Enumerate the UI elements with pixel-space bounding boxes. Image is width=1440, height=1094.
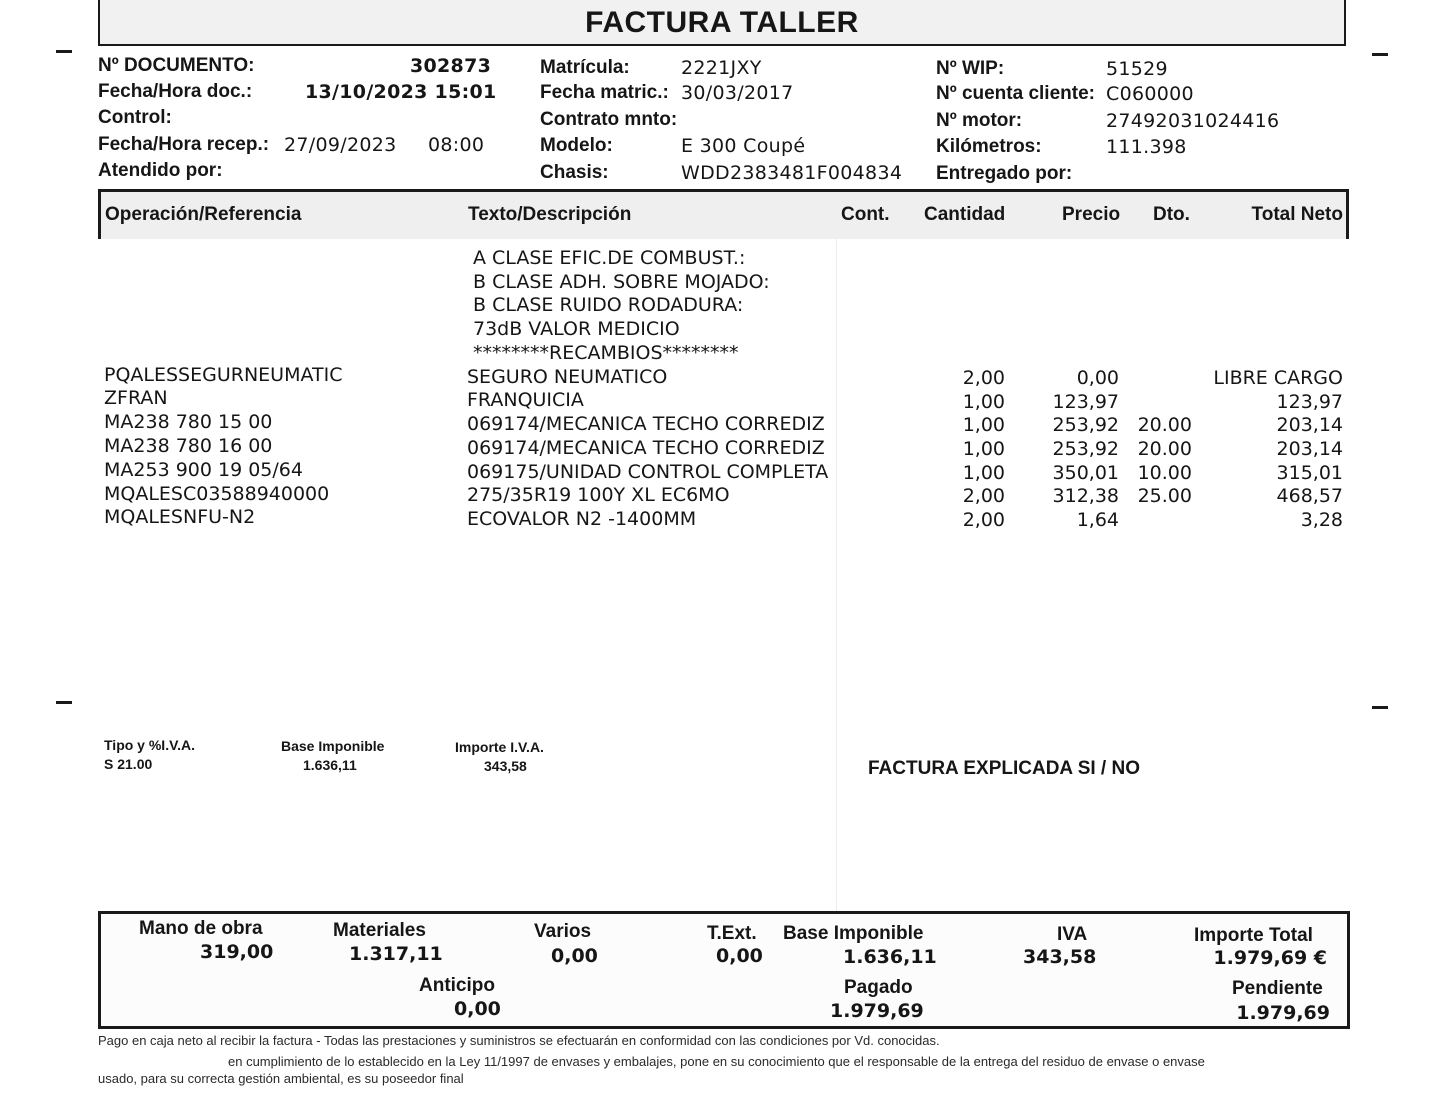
plate-value: 2221JXY — [681, 57, 762, 79]
taxable-base-value: 1.636,11 — [843, 946, 937, 968]
row-quantity: 1,00 — [962, 391, 1005, 413]
row-total: 123,97 — [1276, 391, 1343, 413]
row-total: LIBRE CARGO — [1213, 367, 1343, 389]
vat-type-label: Tipo y %I.V.A. — [104, 737, 196, 753]
plate-label: Matrícula: — [540, 57, 630, 78]
margin-tick — [56, 701, 72, 704]
reception-time-value: 08:00 — [428, 134, 485, 156]
chassis-value: WDD2383481F004834 — [681, 162, 903, 184]
engine-number-label: Nº motor: — [936, 110, 1023, 131]
row-total: 203,14 — [1276, 414, 1343, 436]
misc-label: Varios — [534, 921, 592, 942]
vat-base-value: 1.636,11 — [303, 757, 357, 773]
row-discount: 20.00 — [1137, 438, 1192, 460]
row-quantity: 2,00 — [962, 367, 1005, 389]
col-operation: Operación/Referencia — [105, 204, 302, 225]
margin-tick — [1372, 53, 1388, 56]
row-reference: MA238 780 15 00 — [104, 411, 273, 433]
col-description: Texto/Descripción — [468, 204, 632, 225]
note-line: B CLASE RUIDO RODADURA: — [473, 294, 744, 316]
pending-label: Pendiente — [1232, 978, 1323, 999]
taxable-base-label: Base Imponible — [783, 923, 924, 944]
vat-amount-label: Importe I.V.A. — [455, 739, 544, 755]
materials-value: 1.317,11 — [349, 943, 443, 965]
row-price: 350,01 — [1052, 462, 1119, 484]
row-description: FRANQUICIA — [467, 389, 584, 411]
row-reference: MQALESC03588940000 — [104, 483, 330, 505]
row-description: SEGURO NEUMATICO — [467, 366, 668, 388]
title-bar — [98, 0, 1346, 46]
col-cont: Cont. — [841, 204, 890, 225]
paid-value: 1.979,69 — [830, 1000, 924, 1022]
misc-value: 0,00 — [551, 945, 598, 967]
row-discount: 20.00 — [1137, 414, 1192, 436]
margin-tick — [56, 50, 72, 53]
model-value: E 300 Coupé — [681, 135, 806, 157]
pending-value: 1.979,69 — [1236, 1002, 1330, 1024]
model-label: Modelo: — [540, 135, 613, 156]
row-discount: 25.00 — [1137, 485, 1192, 507]
labour-value: 319,00 — [200, 941, 274, 963]
footer-packaging-owner: usado, para su correcta gestión ambiental, es su poseedor final — [98, 1071, 464, 1086]
grand-total-label: Importe Total — [1194, 925, 1313, 946]
doc-date-label: Fecha/Hora doc.: — [98, 81, 253, 102]
registration-date-value: 30/03/2017 — [681, 82, 794, 104]
footer-payment-terms: Pago en caja neto al recibir la factura - Todas las prestaciones y suministros se efectuarán en conformidad con las condiciones por Vd. conocidas. — [98, 1033, 940, 1048]
external-work-value: 0,00 — [716, 945, 763, 967]
row-reference: PQALESSEGURNEUMATIC — [104, 364, 343, 386]
vat-base-label: Base Imponible — [281, 738, 385, 754]
vat-amount-value: 343,58 — [484, 758, 527, 774]
row-total: 3,28 — [1300, 509, 1343, 531]
row-price: 0,00 — [1076, 367, 1119, 389]
col-quantity: Cantidad — [924, 204, 1006, 225]
row-price: 123,97 — [1052, 391, 1119, 413]
labour-label: Mano de obra — [139, 918, 263, 939]
col-net-total: Total Neto — [1251, 204, 1343, 225]
vat-value: 343,58 — [1023, 946, 1097, 968]
row-description: 275/35R19 100Y XL EC6MO — [467, 484, 730, 506]
col-price: Precio — [1062, 204, 1121, 225]
row-reference: MA253 900 19 05/64 — [104, 459, 303, 481]
reception-date-value: 27/09/2023 — [284, 134, 397, 156]
note-line: 73dB VALOR MEDICIO — [473, 318, 680, 340]
wip-value: 51529 — [1106, 58, 1168, 80]
row-quantity: 1,00 — [962, 462, 1005, 484]
customer-account-value: C060000 — [1106, 83, 1194, 105]
row-quantity: 1,00 — [962, 438, 1005, 460]
mileage-value: 111.398 — [1106, 136, 1187, 158]
column-divider — [836, 239, 837, 919]
reception-date-label: Fecha/Hora recep.: — [98, 134, 270, 155]
table-header — [98, 189, 1349, 239]
advance-label: Anticipo — [419, 975, 495, 996]
row-total: 468,57 — [1276, 485, 1343, 507]
row-quantity: 2,00 — [962, 485, 1005, 507]
row-description: ECOVALOR N2 -1400MM — [467, 508, 697, 530]
maintenance-contract-label: Contrato mnto: — [540, 109, 678, 130]
row-description: 069174/MECANICA TECHO CORREDIZ — [467, 413, 825, 435]
page-title: FACTURA TALLER — [585, 6, 859, 39]
grand-total-value: 1.979,69 € — [1213, 947, 1327, 969]
explained-invoice-text: FACTURA EXPLICADA SI / NO — [868, 758, 1140, 779]
row-description: 069174/MECANICA TECHO CORREDIZ — [467, 437, 825, 459]
col-discount: Dto. — [1153, 204, 1190, 225]
row-discount: 10.00 — [1137, 462, 1192, 484]
note-line: ********RECAMBIOS******** — [473, 342, 739, 364]
row-price: 1,64 — [1076, 509, 1119, 531]
note-line: A CLASE EFIC.DE COMBUST.: — [473, 247, 746, 269]
chassis-label: Chasis: — [540, 162, 609, 183]
customer-account-label: Nº cuenta cliente: — [936, 83, 1095, 104]
row-reference: MA238 780 16 00 — [104, 435, 273, 457]
wip-label: Nº WIP: — [936, 58, 1005, 79]
doc-number-label: Nº DOCUMENTO: — [98, 55, 255, 76]
doc-date-value: 13/10/2023 15:01 — [305, 81, 497, 103]
row-quantity: 2,00 — [962, 509, 1005, 531]
row-price: 253,92 — [1052, 438, 1119, 460]
vat-label: IVA — [1057, 924, 1088, 945]
row-price: 253,92 — [1052, 414, 1119, 436]
row-total: 315,01 — [1276, 462, 1343, 484]
row-reference: ZFRAN — [104, 387, 168, 409]
row-reference: MQALESNFU-N2 — [104, 506, 256, 528]
footer-packaging-law: en cumplimiento de lo establecido en la Ley 11/1997 de envases y embalajes, pone en su conocimiento que el responsable de la entrega del residuo de envase o envase — [228, 1054, 1205, 1069]
doc-number-value: 302873 — [410, 55, 492, 77]
row-price: 312,38 — [1052, 485, 1119, 507]
materials-label: Materiales — [333, 920, 426, 941]
row-description: 069175/UNIDAD CONTROL COMPLETA — [467, 461, 829, 483]
totals-box — [98, 911, 1350, 1029]
note-line: B CLASE ADH. SOBRE MOJADO: — [473, 271, 770, 293]
paid-label: Pagado — [844, 977, 913, 998]
engine-number-value: 27492031024416 — [1106, 110, 1280, 132]
advance-value: 0,00 — [454, 998, 501, 1020]
external-work-label: T.Ext. — [707, 923, 757, 944]
margin-tick — [1372, 706, 1388, 709]
mileage-label: Kilómetros: — [936, 136, 1042, 157]
attended-by-label: Atendido por: — [98, 160, 223, 181]
control-label: Control: — [98, 107, 172, 128]
vat-type-value: S 21.00 — [104, 756, 153, 772]
row-quantity: 1,00 — [962, 414, 1005, 436]
delivered-by-label: Entregado por: — [936, 163, 1073, 184]
row-total: 203,14 — [1276, 438, 1343, 460]
registration-date-label: Fecha matric.: — [540, 82, 669, 103]
